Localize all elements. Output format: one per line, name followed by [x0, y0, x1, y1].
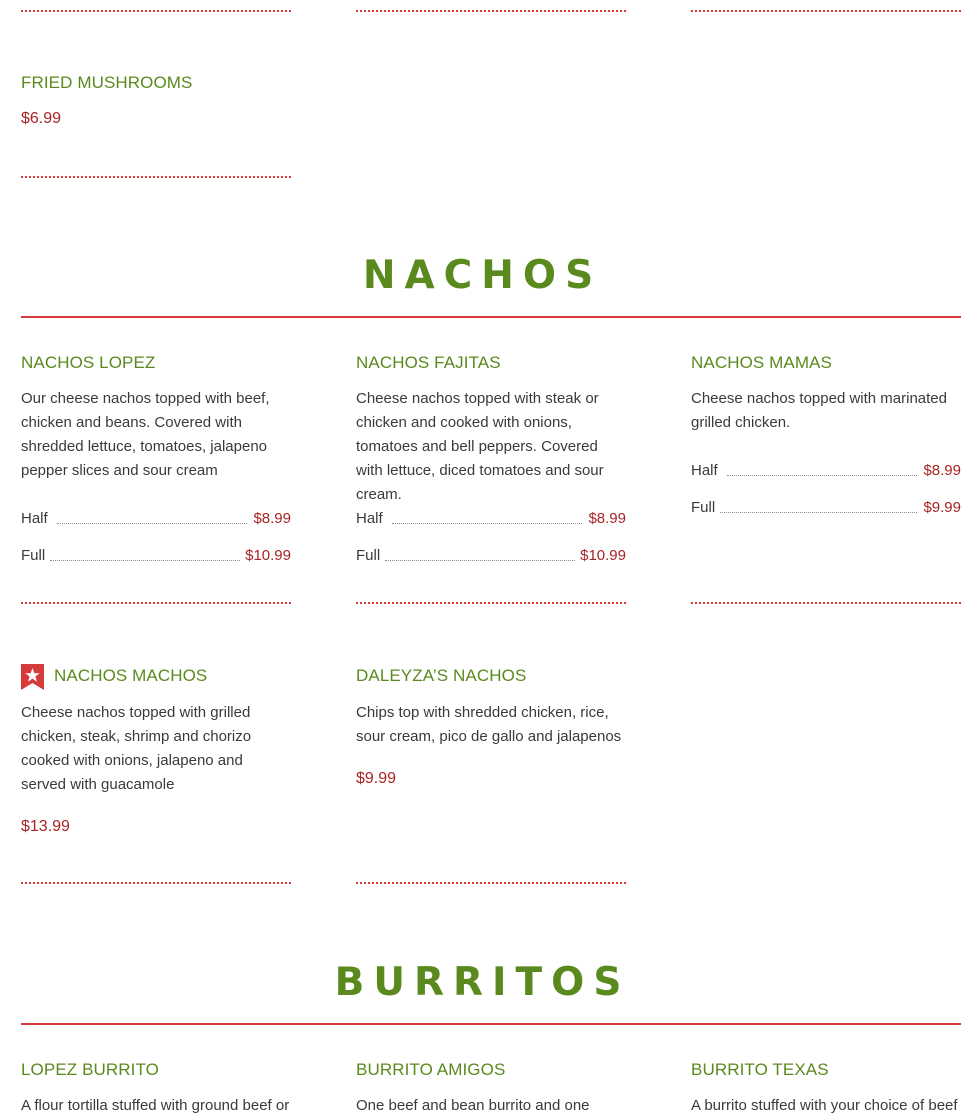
menu-item-name: BURRITO AMIGOS — [356, 1060, 506, 1079]
menu-item-description: Chips top with shredded chicken, rice, sour cream, pico de gallo and jalapenos — [356, 704, 622, 745]
leader-dots — [50, 560, 240, 561]
menu-item-name: LOPEZ BURRITO — [21, 1060, 159, 1079]
menu-item-name: NACHOS MAMAS — [691, 353, 832, 372]
price-row-half — [691, 462, 961, 482]
menu-item-name: DALEYZA’S NACHOS — [356, 666, 527, 685]
menu-item-description: Cheese nachos topped with steak or chicken and cooked with onions, tomatoes and bell peppers. Covered with lettuce, diced tomatoes and sour cream. — [356, 390, 604, 503]
section-divider — [21, 1023, 961, 1025]
separator — [21, 602, 291, 604]
size-price: $9.99 — [923, 499, 961, 516]
separator — [356, 602, 626, 604]
menu-item-price: $13.99 — [21, 818, 70, 835]
menu-item-description: Cheese nachos topped with grilled chicken, steak, shrimp and chorizo cooked with onions, jalapeno and served with guacamole — [21, 704, 252, 793]
menu-item-name: NACHOS MACHOS — [54, 666, 208, 685]
menu-item-name: NACHOS LOPEZ — [21, 353, 156, 372]
price-row-full — [356, 547, 626, 567]
menu-item-price: $9.99 — [356, 770, 397, 787]
menu-item-description: A burrito stuffed with your choice of beef — [691, 1097, 958, 1114]
size-price: $8.99 — [253, 510, 291, 527]
separator — [356, 882, 626, 884]
leader-dots — [57, 523, 247, 524]
menu-item-description: A flour tortilla stuffed with ground beef or — [21, 1097, 290, 1114]
menu-item-name: FRIED MUSHROOMS — [21, 73, 193, 92]
menu-item-price: $6.99 — [21, 110, 62, 127]
separator — [21, 10, 291, 12]
separator — [356, 10, 626, 12]
section-title-nachos: NACHOS — [362, 253, 603, 298]
price-row-half — [21, 510, 291, 530]
menu-item-description: One beef and bean burrito and one — [356, 1097, 590, 1114]
menu-item-description: Cheese nachos topped with marinated grilled chicken. — [691, 390, 947, 431]
section-divider — [21, 316, 961, 318]
price-row-full — [21, 547, 291, 567]
size-label: Full — [21, 547, 46, 564]
separator — [691, 602, 961, 604]
size-label: Half — [21, 510, 48, 527]
size-label: Full — [691, 499, 716, 516]
size-price: $10.99 — [245, 547, 291, 564]
size-label: Full — [356, 547, 381, 564]
menu-item-name: BURRITO TEXAS — [691, 1060, 829, 1079]
menu-item-name: NACHOS FAJITAS — [356, 353, 501, 372]
size-label: Half — [356, 510, 383, 527]
price-row-full — [691, 499, 961, 519]
leader-dots — [727, 475, 917, 476]
leader-dots — [385, 560, 575, 561]
size-price: $8.99 — [923, 462, 961, 479]
size-label: Half — [691, 462, 718, 479]
separator — [691, 10, 961, 12]
section-title-burritos: BURRITOS — [334, 960, 631, 1005]
separator — [21, 882, 291, 884]
separator — [21, 176, 291, 178]
leader-dots — [720, 512, 917, 513]
price-row-half — [356, 510, 626, 530]
menu-item-description: Our cheese nachos topped with beef, chicken and beans. Covered with shredded lettuce, tomatoes, jalapeno pepper slices and sour cream — [21, 390, 270, 479]
size-price: $10.99 — [580, 547, 626, 564]
leader-dots — [392, 523, 582, 524]
star-ribbon-icon — [21, 664, 44, 690]
size-price: $8.99 — [588, 510, 626, 527]
